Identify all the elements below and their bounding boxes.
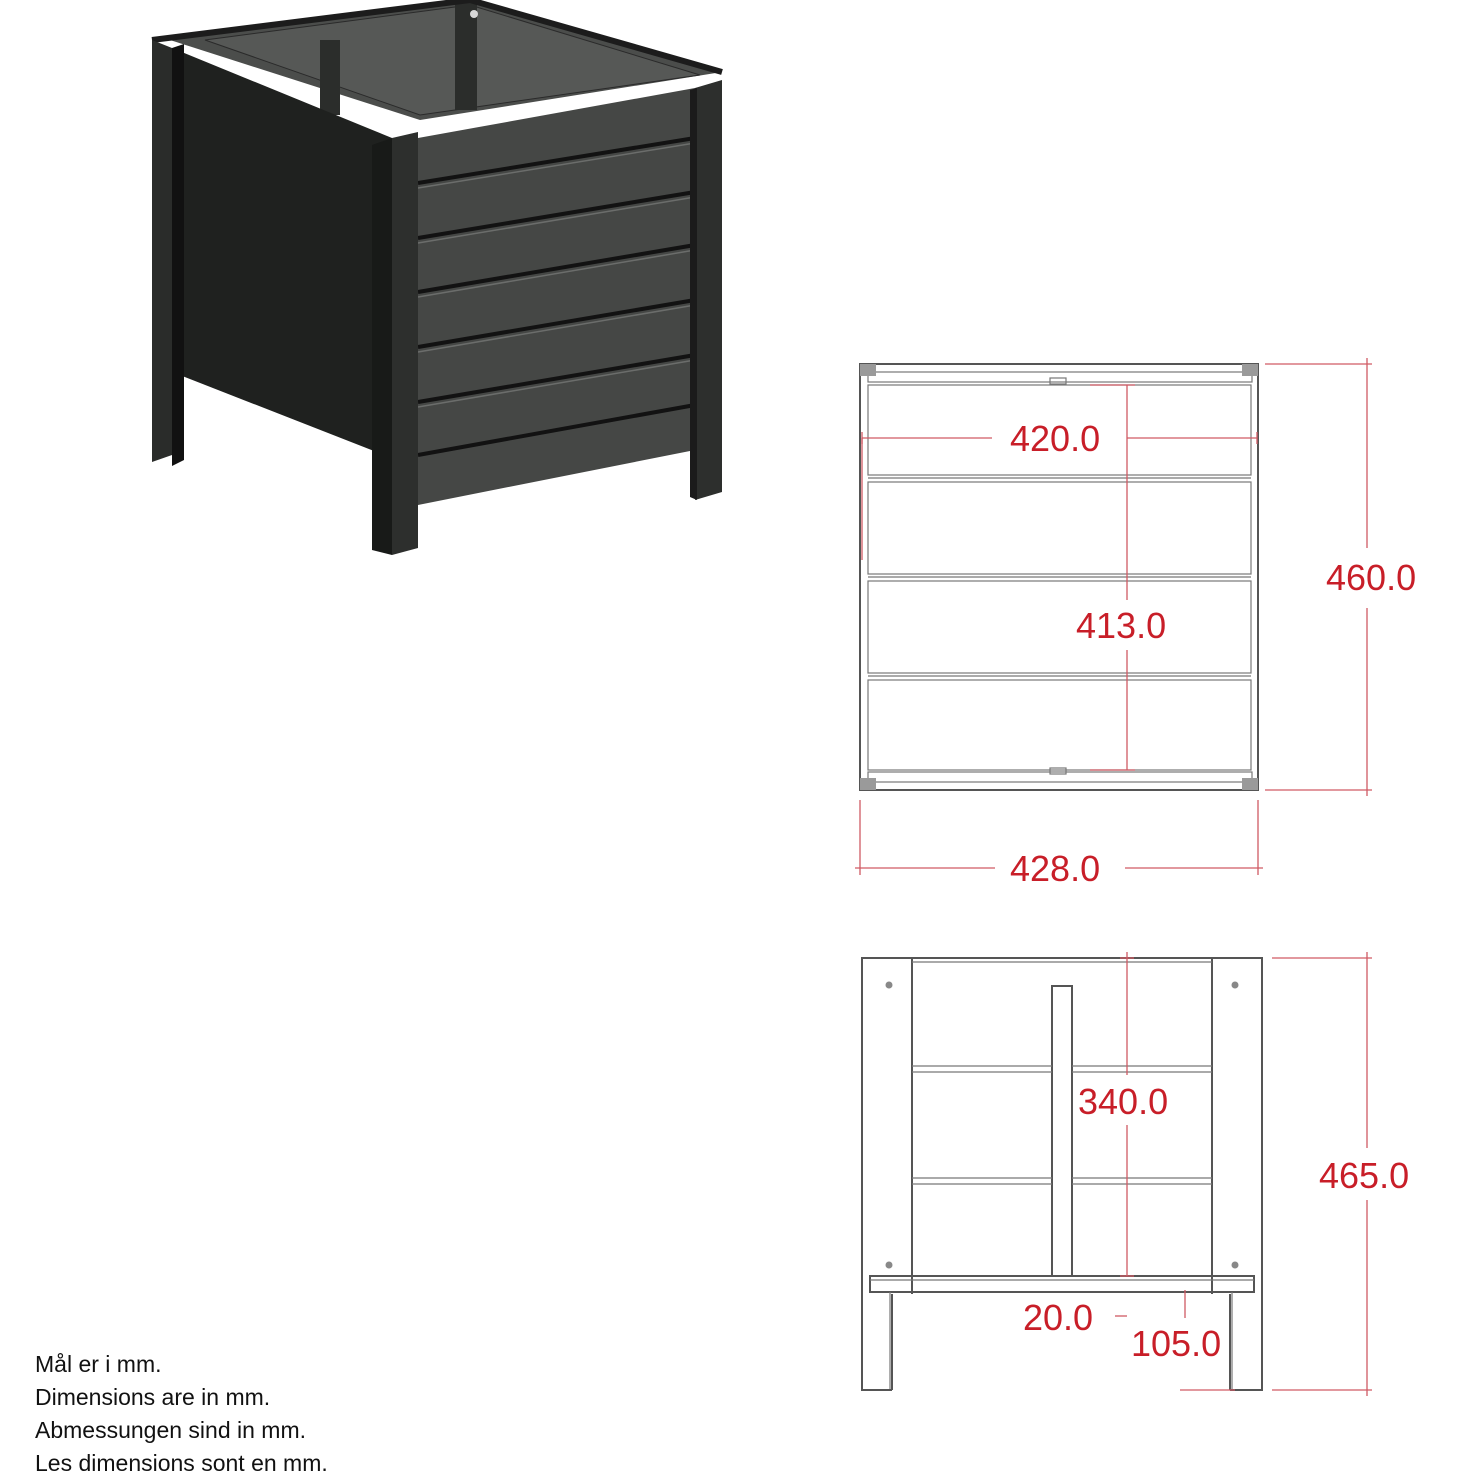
dim-side-bottom-gap: 20.0 [1023, 1297, 1094, 1338]
dim-side-height: 465.0 [1319, 1155, 1410, 1196]
dim-side-inner-height: 340.0 [1078, 1081, 1169, 1122]
units-note [35, 1348, 495, 1480]
dim-side-leg-height: 105.0 [1131, 1323, 1222, 1364]
dim-front-height: 460.0 [1326, 557, 1417, 598]
units-note-german: Abmessungen sind in mm. [35, 1417, 307, 1443]
dim-front-inner-width: 420.0 [1010, 418, 1101, 459]
dim-front-inner-height: 413.0 [1076, 605, 1167, 646]
units-note-french: Les dimensions sont en mm. [35, 1450, 328, 1476]
planter-3d-view [152, 0, 722, 555]
units-note-english: Dimensions are in mm. [35, 1384, 271, 1410]
dim-front-outer-width: 428.0 [1010, 848, 1101, 889]
units-note-danish: Mål er i mm. [35, 1351, 162, 1377]
